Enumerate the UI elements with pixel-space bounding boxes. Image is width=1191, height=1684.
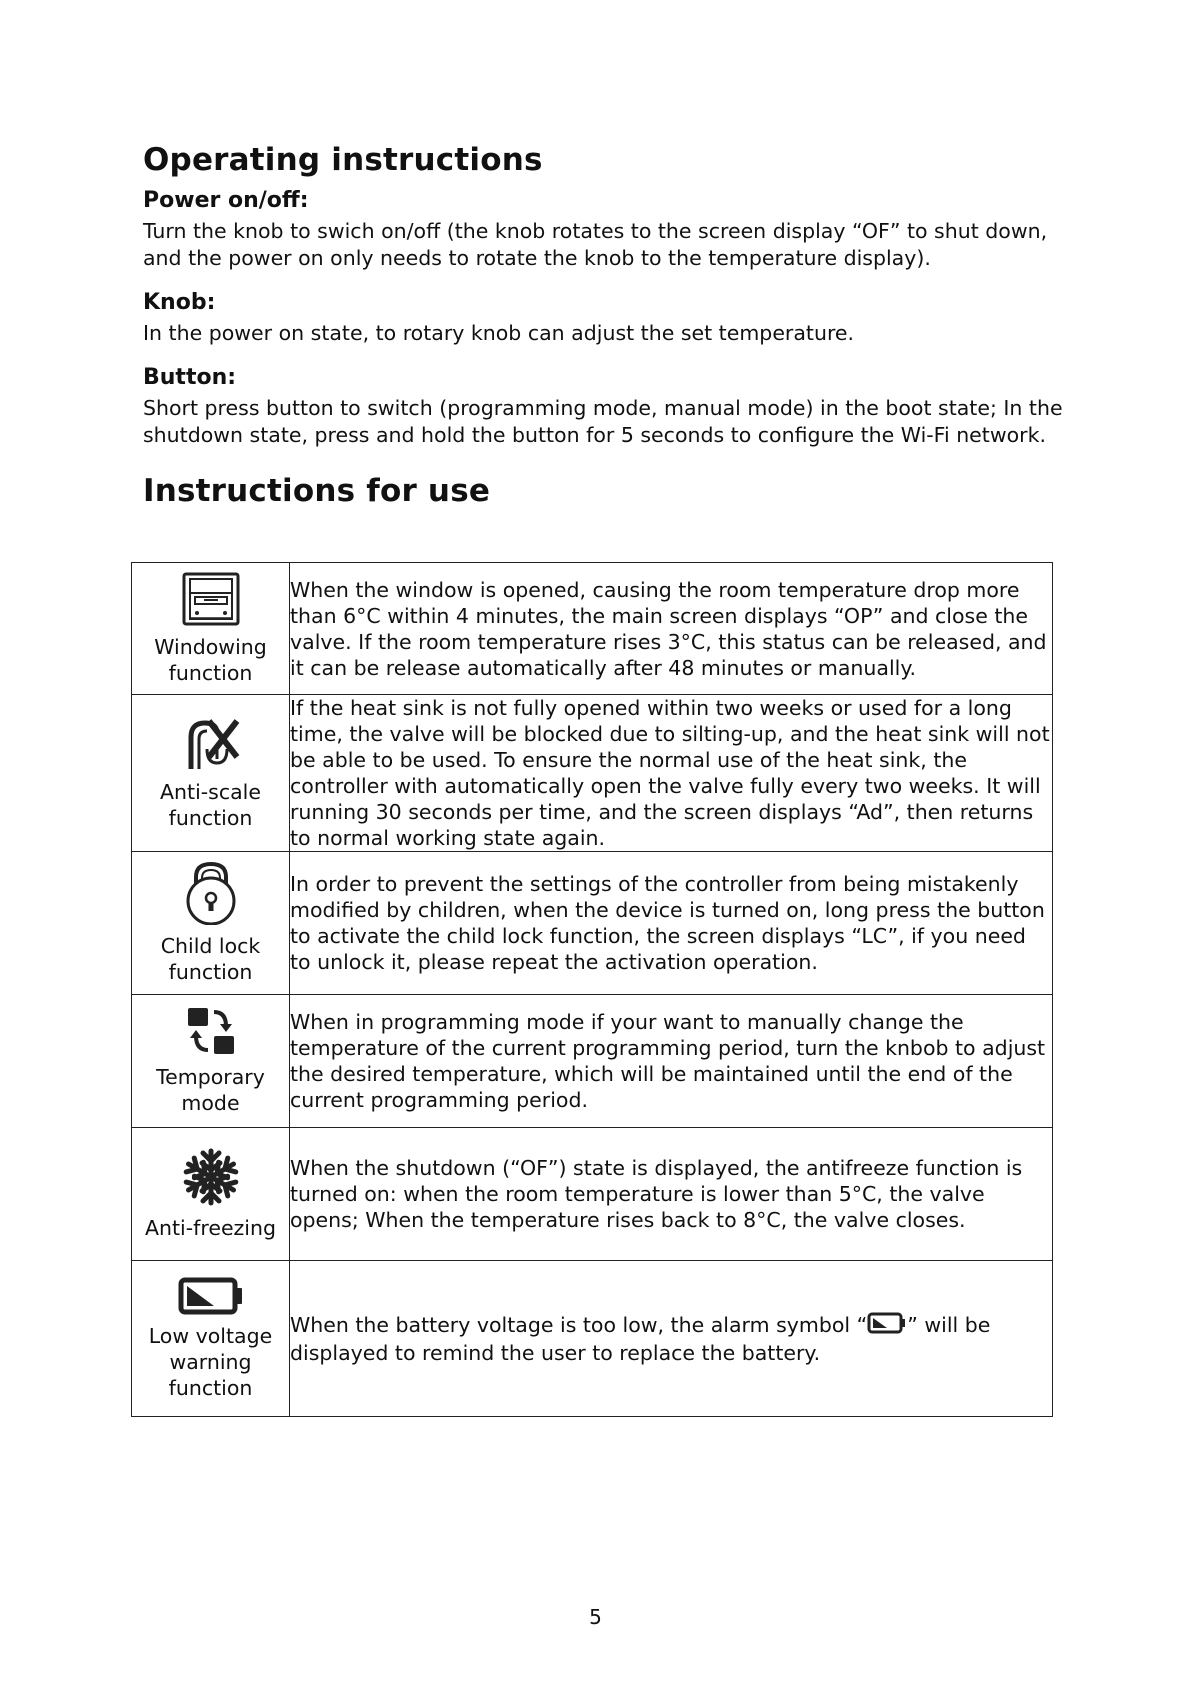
feature-description: When the window is opened, causing the room temperature drop more than 6°C within 4 minutes, the main screen displays “OP” and close the valve. If the room temperature rises 3°C, this status can be released, and it can be release automatically after 48 minutes or manually. [290, 563, 1053, 695]
features-table [131, 562, 1053, 1417]
feature-description: When in programming mode if your want to manually change the temperature of the current programming period, turn the knbob to adjust the desired temperature, which will be maintained until the end of the current programming period. [290, 995, 1053, 1128]
feature-icon-cell [132, 1128, 290, 1261]
feature-label: Anti-scale function [160, 780, 261, 830]
knob-section-title: Knob: [143, 290, 216, 315]
feature-description [290, 1261, 1053, 1417]
feature-description-end: ” will be displayed to remind the user to replace the battery. [290, 1312, 991, 1365]
padlock-icon [132, 861, 289, 929]
feature-description: If the heat sink is not fully opened within two weeks or used for a long time, the valve will be blocked due to silting-up, and the heat sink will not be able to be used. To ensure the normal use of the heat sink, the controller with automatically open the valve fully every two weeks. It will running 30 seconds per time, and the screen displays “Ad”, then returns to normal working state again. [290, 695, 1053, 852]
table-row [132, 563, 1053, 695]
feature-description-start: When the battery voltage is too low, the alarm symbol “ [290, 1312, 868, 1337]
heading-instructions-for-use: Instructions for use [143, 473, 491, 509]
page-number: 5 [589, 1605, 602, 1629]
feature-label: Anti-freezing [144, 1216, 277, 1240]
button-section-text: Short press button to switch (programming mode, manual mode) in the boot state; In the shutdown state, press and hold the button for 5 seconds to configure the Wi-Fi network. [143, 396, 1063, 447]
power-section-text: Turn the knob to swich on/off (the knob rotates to the screen display “OF” to shut down, and the power on only needs to rotate the knob to the temperature display). [143, 219, 1048, 270]
window-icon [132, 572, 289, 630]
feature-icon-cell [132, 852, 290, 995]
table-row [132, 995, 1053, 1128]
anti-scale-icon [132, 715, 289, 775]
feature-icon-cell [132, 1261, 290, 1417]
snowflake-icon [132, 1147, 289, 1211]
button-section-title: Button: [143, 365, 237, 390]
feature-label: Low voltage warning function [148, 1323, 273, 1400]
temporary-mode-icon [132, 1006, 289, 1060]
feature-description: In order to prevent the settings of the controller from being mistakenly modified by children, when the device is turned on, long press the button to activate the child lock function, the screen displays “LC”, if you need to unlock it, please repeat the activation operation. [290, 852, 1053, 995]
knob-section-text: In the power on state, to rotary knob can adjust the set temperature. [143, 321, 855, 345]
feature-label: Temporary mode [156, 1065, 265, 1115]
feature-icon-cell [132, 695, 290, 852]
table-row [132, 1128, 1053, 1261]
inline-low-battery-icon [867, 1312, 907, 1340]
low-battery-icon [132, 1277, 289, 1319]
table-row [132, 695, 1053, 852]
feature-description: When the shutdown (“OF”) state is displayed, the antifreeze function is turned on: when the room temperature is lower than 5°C, the valve opens; When the temperature rises back to 8°C, the valve closes. [290, 1128, 1053, 1261]
table-row [132, 852, 1053, 995]
feature-label: Child lock function [160, 934, 261, 984]
heading-operating-instructions: Operating instructions [143, 142, 543, 178]
table-row [132, 1261, 1053, 1417]
feature-label: Windowing function [154, 634, 267, 685]
feature-icon-cell [132, 995, 290, 1128]
power-section-title: Power on/off: [143, 188, 309, 213]
feature-icon-cell [132, 563, 290, 695]
